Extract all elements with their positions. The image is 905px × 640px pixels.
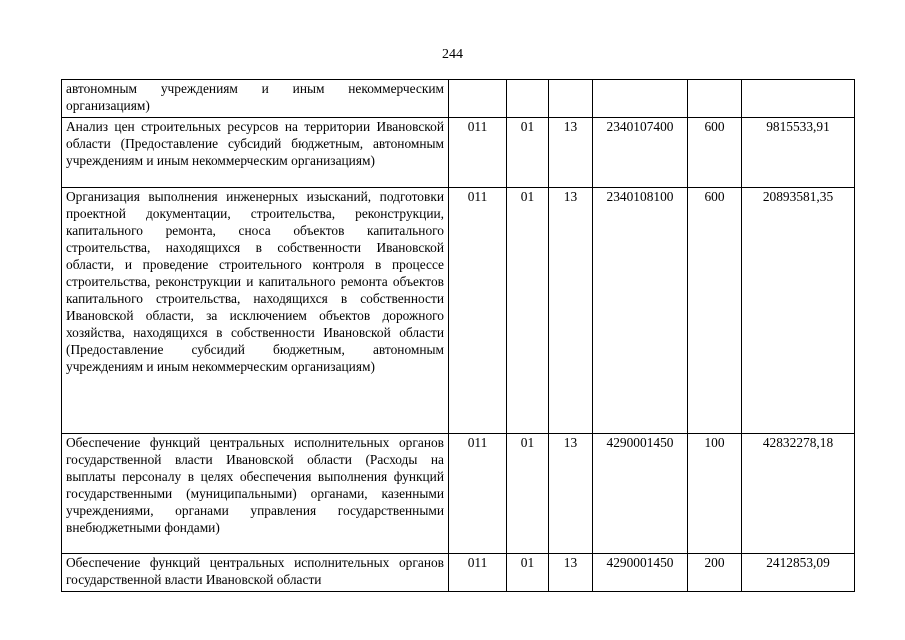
row-sum: 20893581,35 [742, 188, 855, 434]
row-glava [449, 80, 507, 118]
row-sum: 2412853,09 [742, 554, 855, 592]
row-razdel: 01 [507, 118, 549, 188]
row-sum: 9815533,91 [742, 118, 855, 188]
budget-table [61, 79, 855, 592]
row-vr: 600 [688, 118, 742, 188]
row-description: Организация выполнения инженерных изысканий, подготовки проектной документации, строительства, реконструкции, капитального ремонта, сноса объектов капитального строительства, находящихся в собственности Ивановской области, и проведение строительного контроля в процессе строительства, реконструкции и капитального ремонта объектов капитального строительства, находящихся в собственности Ивановской области, за исключением объектов дорожного хозяйства, находящихся в собственности Ивановской области (Предоставление субсидий бюджетным, автономным учреждениям и иным некоммерческим организациям) [62, 188, 449, 434]
row-glava: 011 [449, 118, 507, 188]
row-glava: 011 [449, 434, 507, 554]
row-csr: 2340108100 [593, 188, 688, 434]
row-glava: 011 [449, 188, 507, 434]
row-csr: 4290001450 [593, 554, 688, 592]
page-number: 244 [442, 47, 463, 62]
row-csr: 2340107400 [593, 118, 688, 188]
row-vr: 200 [688, 554, 742, 592]
row-razdel: 01 [507, 554, 549, 592]
row-podrazdel: 13 [549, 554, 593, 592]
row-vr: 600 [688, 188, 742, 434]
row-podrazdel: 13 [549, 188, 593, 434]
row-podrazdel [549, 80, 593, 118]
row-podrazdel: 13 [549, 434, 593, 554]
table-row [62, 80, 855, 118]
row-razdel [507, 80, 549, 118]
row-razdel: 01 [507, 434, 549, 554]
row-sum: 42832278,18 [742, 434, 855, 554]
row-sum [742, 80, 855, 118]
table-row [62, 554, 855, 592]
row-description: Анализ цен строительных ресурсов на территории Ивановской области (Предоставление субсидий бюджетным, автономным учреждениям и иным некоммерческим организациям) [62, 118, 449, 188]
row-csr [593, 80, 688, 118]
table-row [62, 118, 855, 188]
row-glava: 011 [449, 554, 507, 592]
table-row [62, 434, 855, 554]
row-description: Обеспечение функций центральных исполнительных органов государственной власти Ивановской области [62, 554, 449, 592]
table-row [62, 188, 855, 434]
row-razdel: 01 [507, 188, 549, 434]
row-vr: 100 [688, 434, 742, 554]
row-description: автономным учреждениям и иным некоммерческим организациям) [62, 80, 449, 118]
row-podrazdel: 13 [549, 118, 593, 188]
row-vr [688, 80, 742, 118]
row-csr: 4290001450 [593, 434, 688, 554]
row-description: Обеспечение функций центральных исполнительных органов государственной власти Ивановской области (Расходы на выплаты персоналу в целях обеспечения выполнения функций государственными (муниципальными) органами, казенными учреждениями, органами управления государственными внебюджетными фондами) [62, 434, 449, 554]
